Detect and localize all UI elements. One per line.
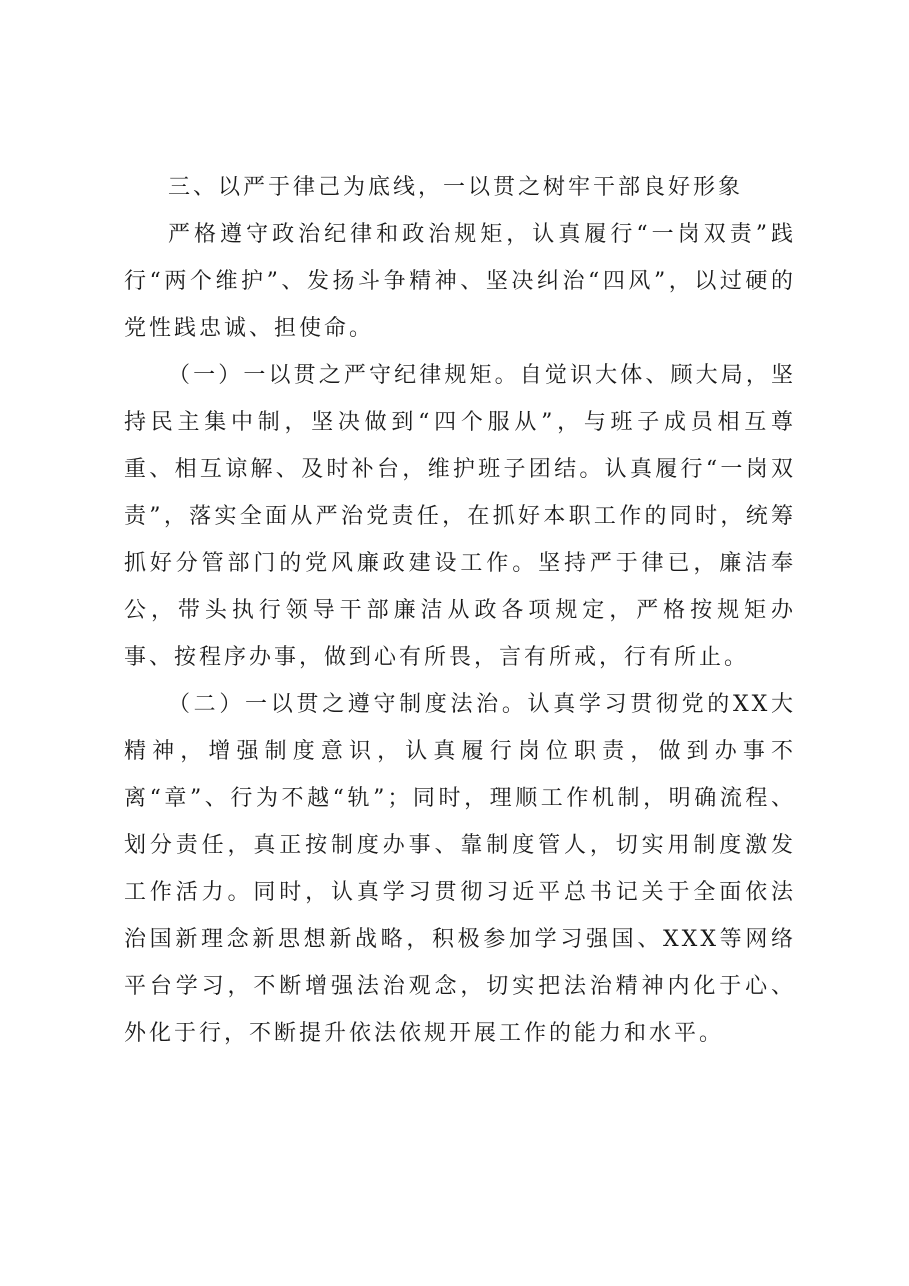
paragraph-discipline: （一）一以贯之严守纪律规矩。自觉识大体、顾大局，坚持民主集中制，坚决做到“四个服从”，与班子成员相互尊重、相互谅解、及时补台，维护班子团结。认真履行“一岗双责”，落实全面从严治党责任，在抓好本职工作的同时，统筹抓好分管部门的党风廉政建设工作。坚持严于律已，廉洁奉公，带头执行领导干部廉洁从政各项规定，严格按规矩办事、按程序办事，做到心有所畏，言有所戒，行有所止。 [124,363,796,670]
document-body [124,164,796,1057]
paragraph-rule-of-law: （二）一以贯之遵守制度法治。认真学习贯彻党的XX大精神，增强制度意识，认真履行岗位职责，做到办事不离“章”、行为不越“轨”；同时，理顺工作机制，明确流程、划分责任，真正按制度办事、靠制度管人，切实用制度激发工作活力。同时，认真学习贯彻习近平总书记关于全面依法治国新理念新思想新战略，积极参加学习强国、XXX等网络平台学习，不断增强法治观念，切实把法治精神内化于心、外化于行，不断提升依法依规开展工作的能力和水平。 [124,692,796,1046]
paragraph-intro: 严格遵守政治纪律和政治规矩，认真履行“一岗双责”践行“两个维护”、发扬斗争精神、坚决纠治“四风”，以过硬的党性践忠诚、担使命。 [124,222,796,341]
section-heading: 三、以严于律己为底线，一以贯之树牢干部良好形象 [168,175,744,200]
